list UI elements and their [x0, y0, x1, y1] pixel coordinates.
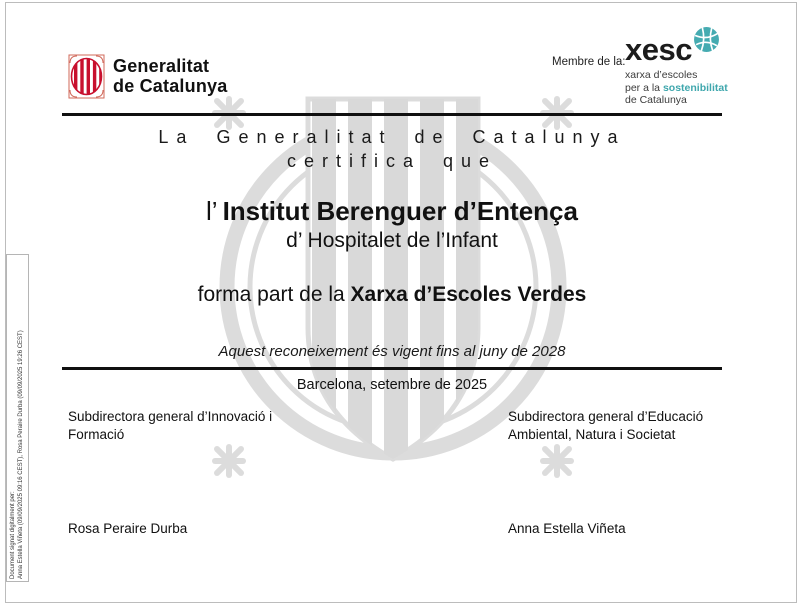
xesc-tagline-line3: de Catalunya	[625, 94, 687, 106]
membership-statement	[62, 283, 722, 307]
xesc-wordmark	[625, 34, 755, 66]
top-divider	[62, 113, 722, 116]
digital-signature-text	[9, 257, 27, 579]
entity-name: Institut Berenguer d’Entença	[222, 196, 578, 226]
place-and-date: Barcelona, setembre de 2025	[296, 377, 488, 393]
signature-title-right-line1: Subdirectora general d’Educació	[508, 409, 704, 424]
signature-title-right	[508, 408, 748, 443]
xesc-tagline-sostenibilitat: sostenibilitat	[662, 81, 728, 94]
senyera-shield-icon	[68, 54, 105, 99]
digital-signature-line2: Anna Estella Viñeta (09/09/2025 09:16 CEST), Rosa Peraire Durba (09/09/2025 19:26 CEST)	[18, 330, 24, 579]
validity-note: Aquest reconeixement és vigent fins al juny de 2028	[218, 343, 566, 360]
signature-title-left-line2: Formació	[68, 426, 125, 442]
signature-title-left-line1: Subdirectora general d’Innovació i	[68, 409, 273, 424]
xesc-tagline-line2	[625, 82, 755, 95]
digital-signature-sidebar	[6, 254, 29, 582]
title-line1: La Generalitat de Catalunya	[158, 127, 626, 147]
certificate-title	[62, 125, 722, 173]
signature-name-left: Rosa Peraire Durba	[68, 521, 188, 536]
generalitat-wordmark	[113, 56, 227, 96]
signature-title-left	[68, 408, 378, 443]
statement-network-name: Xarxa d’Escoles Verdes	[350, 283, 587, 306]
generalitat-logo	[68, 54, 227, 99]
xesc-tagline	[625, 69, 755, 107]
generalitat-line1: Generalitat	[113, 56, 210, 76]
xesc-tagline-line1: xarxa d’escoles	[625, 69, 698, 81]
globe-icon	[693, 26, 720, 59]
membre-label: Membre de la:	[552, 56, 626, 68]
entity-location: d’ Hospitalet de l’Infant	[286, 229, 498, 252]
title-line2: certifica que	[286, 151, 498, 171]
xesc-wordmark-text: xesc	[625, 32, 692, 67]
signature-title-right-line2: Ambiental, Natura i Societat	[508, 426, 676, 442]
entity-name-line	[62, 196, 722, 227]
xesc-tagline-line2-prefix: per a la	[625, 81, 663, 94]
entity-block	[62, 196, 722, 254]
statement-prefix: forma part de la	[197, 283, 351, 306]
entity-prefix: l’	[206, 196, 218, 226]
digital-signature-line1: Document signat digitalment per:	[10, 491, 16, 579]
signature-name-right: Anna Estella Viñeta	[508, 521, 626, 536]
generalitat-line2: de Catalunya	[113, 76, 228, 96]
middle-divider	[62, 367, 722, 370]
xesc-logo	[625, 34, 755, 107]
